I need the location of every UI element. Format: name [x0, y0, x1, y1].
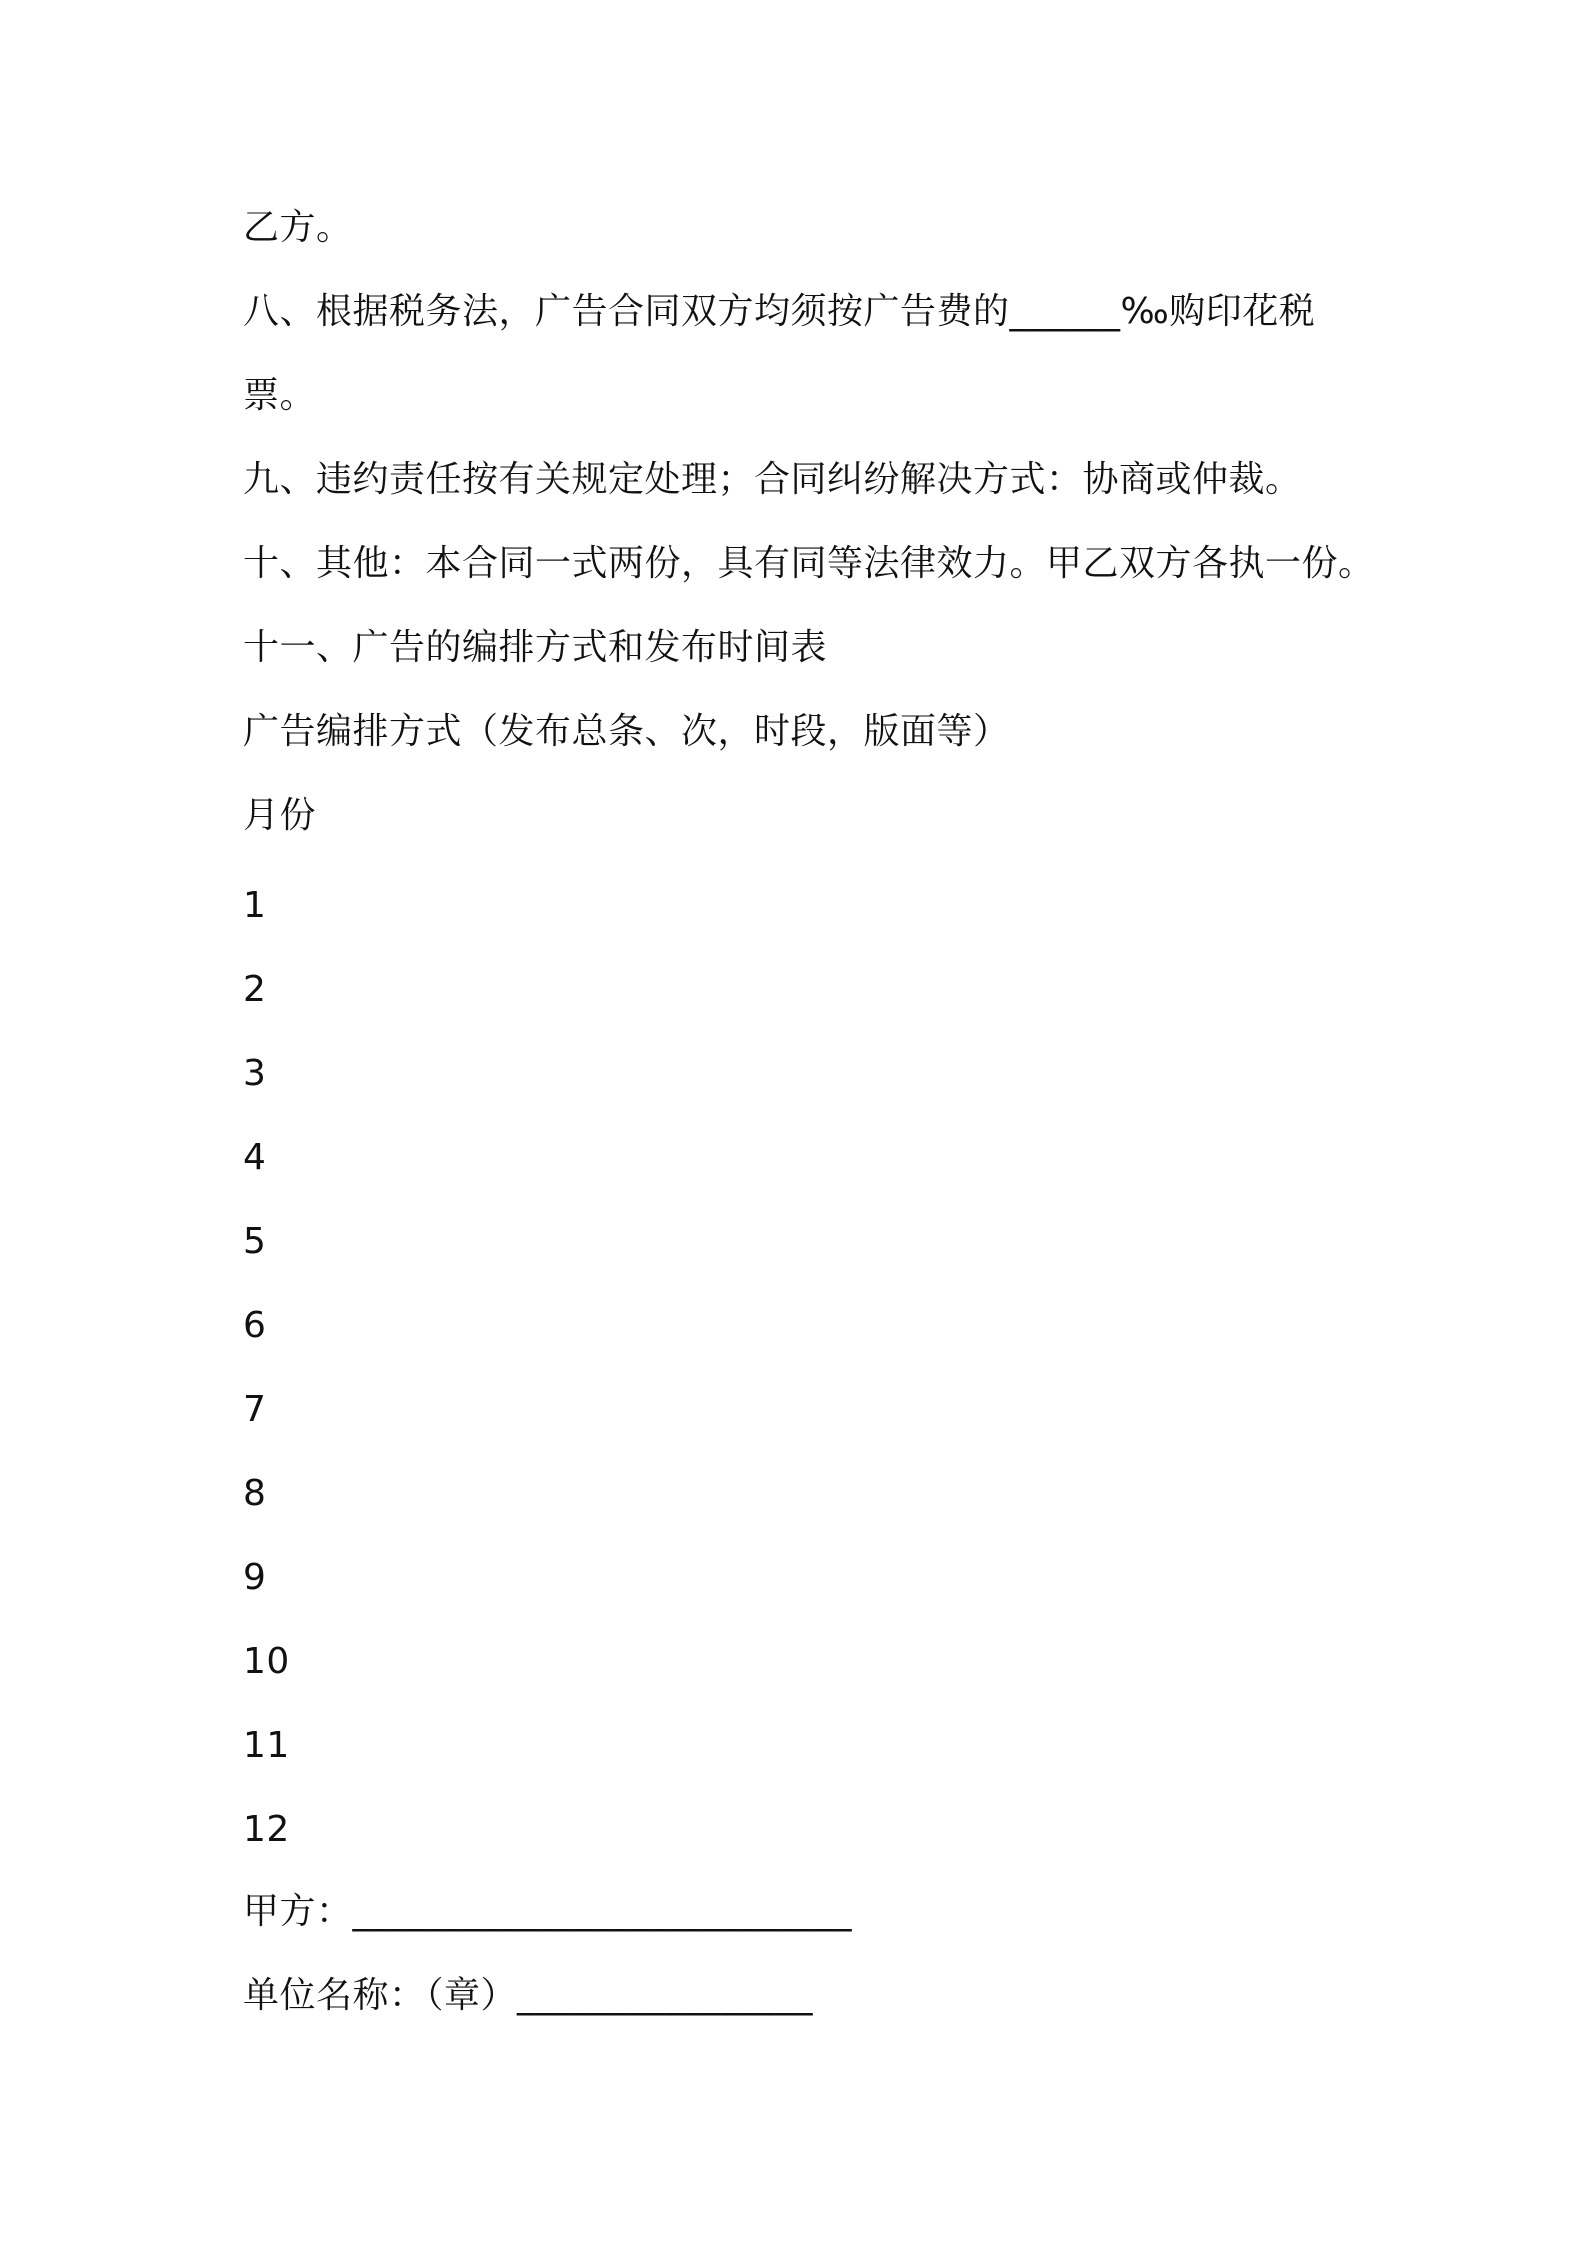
text-line-ad-layout: 广告编排方式（发布总条、次，时段，版面等）: [243, 711, 1010, 752]
month-row-10: 10: [243, 1641, 290, 1682]
month-row-8: 8: [243, 1473, 267, 1514]
month-row-12: 12: [243, 1809, 290, 1850]
signature-party-a: 甲方：___________________________: [243, 1891, 853, 1932]
month-row-5: 5: [243, 1221, 267, 1262]
text-line-month-header: 月份: [243, 795, 317, 836]
month-row-6: 6: [243, 1305, 267, 1346]
month-row-3: 3: [243, 1053, 267, 1094]
month-row-4: 4: [243, 1137, 267, 1178]
month-row-1: 1: [243, 885, 267, 926]
month-row-7: 7: [243, 1389, 267, 1430]
signature-unit-name: 单位名称：（章）________________: [243, 1975, 814, 2016]
month-row-11: 11: [243, 1725, 290, 1766]
text-line-clause-8: 八、根据税务法，广告合同双方均须按广告费的______‰购印花税: [243, 291, 1316, 332]
text-line-clause-9: 九、违约责任按有关规定处理；合同纠纷解决方式：协商或仲裁。: [243, 459, 1302, 500]
text-line-clause-10: 十、其他：本合同一式两份，具有同等法律效力。甲乙双方各执一份。: [243, 543, 1375, 584]
month-row-9: 9: [243, 1557, 267, 1598]
text-line-party-b: 乙方。: [243, 207, 353, 248]
text-line-clause-8-cont: 票。: [243, 375, 317, 416]
text-line-clause-11: 十一、广告的编排方式和发布时间表: [243, 627, 828, 668]
month-row-2: 2: [243, 969, 267, 1010]
